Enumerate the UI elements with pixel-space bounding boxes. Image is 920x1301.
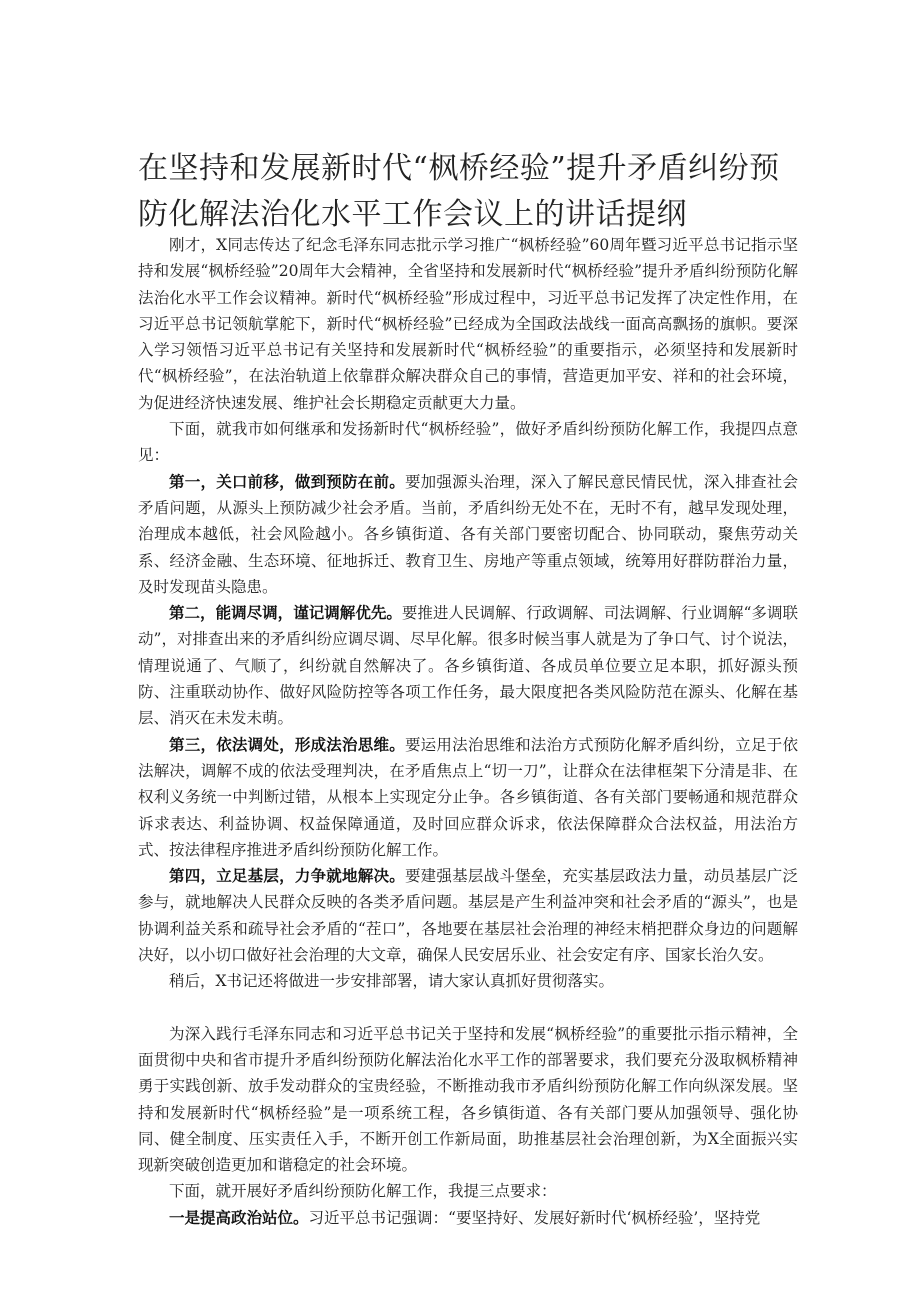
paragraph-lead: 第四，立足基层，力争就地解决。 — [169, 866, 405, 886]
paragraph-lead: 第二，能调尽调，谨记调解优先。 — [169, 603, 402, 623]
paragraph-point-one — [138, 469, 798, 600]
paragraph-text: 习近平总书记强调：“要坚持好、发展好新时代‘枫桥经验’，坚持党 — [308, 1208, 761, 1227]
paragraph-second-section-intro — [138, 1021, 798, 1179]
paragraph-text: 刚才，X同志传达了纪念毛泽东同志批示学习推广“枫桥经验”60周年暨习近平总书记指示坚持和发展“枫桥经验”20周年大会精神，全省坚持和发展新时代“枫桥经验”提升矛盾纠纷预防化解法治化水平工作会议精神。新时代“枫桥经验”形成过程中，习近平总书记发挥了决定性作用，在习近平总书记领航掌舵下，新时代“枫桥经验”已经成为全国政法战线一面高高飘扬的旗帜。要深入学习领悟习近平总书记有关坚持和发展新时代“枫桥经验”的重要指示，必须坚持和发展新时代“枫桥经验”，在法治轨道上依靠群众解决群众自己的事情，营造更加平安、祥和的社会环境，为促进经济快速发展、维护社会长期稳定贡献更大力量。 — [138, 236, 798, 412]
paragraph-text: 要建强基层战斗堡垒，充实基层政法力量，动员基层广泛参与，就地解决人民群众反映的各类矛盾问题。基层是产生利益冲突和社会矛盾的“源头”，也是协调利益关系和疏导社会矛盾的“茬口”，各地要在基层社会治理的神经末梢把群众身边的问题解决好，以小切口做好社会治理的大文章，确保人民安居乐业、社会安定有序、国家长治久安。 — [138, 867, 798, 965]
paragraph-text: 要运用法治思维和法治方式预防化解矛盾纠纷，立足于依法解决，调解不成的依法受理判决，在矛盾焦点上“切一刀”，让群众在法律框架下分清是非、在权利义务统一中判断过错，从根本上实现定分止争。各乡镇街道、各有关部门要畅通和规范群众诉求表达、利益协调、权益保障通道，及时回应群众诉求，依法保障群众合法权益，用法治方式、按法律程序推进矛盾纠纷预防化解工作。 — [138, 735, 798, 859]
paragraph-text: 稍后，X书记还将做进一步安排部署，请大家认真抓好贯彻落实。 — [169, 972, 615, 991]
paragraph-point-two — [138, 600, 798, 731]
document-body — [138, 232, 798, 1231]
paragraph-three-requirements-intro — [138, 1178, 798, 1204]
document-title: 在坚持和发展新时代“枫桥经验”提升矛盾纠纷预防化解法治化水平工作会议上的讲话提纲 — [138, 151, 780, 233]
paragraph-requirement-one — [138, 1205, 798, 1231]
paragraph-text: 要加强源头治理，深入了解民意民情民忧，深入排查社会矛盾问题，从源头上预防减少社会矛盾。当前，矛盾纠纷无处不在，无时不有，越早发现处理，治理成本越低，社会风险越小。各乡镇街道、各有关部门要密切配合、协同联动，聚焦劳动关系、经济金融、生态环境、征地拆迁、教育卫生、房地产等重点领域，统筹用好群防群治力量，及时发现苗头隐患。 — [138, 472, 798, 596]
paragraph-point-three — [138, 732, 798, 863]
paragraph-intro — [138, 232, 798, 416]
paragraph-lead: 第一，关口前移，做到预防在前。 — [169, 471, 405, 491]
paragraph-four-points-intro — [138, 416, 798, 469]
paragraph-text: 下面，就我市如何继承和发扬新时代“枫桥经验”，做好矛盾纠纷预防化解工作，我提四点意见： — [138, 420, 798, 465]
paragraph-text: 要推进人民调解、行政调解、司法调解、行业调解“多调联动”，对排查出来的矛盾纠纷应调尽调、尽早化解。很多时候当事人就是为了争口气、讨个说法，情理说通了、气顺了，纠纷就自然解决了。各乡镇街道、各成员单位要立足本职，抓好源头预防、注重联动协作、做好风险防控等各项工作任务，最大限度把各类风险防范在源头、化解在基层、消灭在未发未萌。 — [138, 604, 798, 728]
paragraph-text: 下面，就开展好矛盾纠纷预防化解工作，我提三点要求： — [169, 1182, 557, 1201]
paragraph-text: 为深入践行毛泽东同志和习近平总书记关于坚持和发展“枫桥经验”的重要批示指示精神，全面贯彻中央和省市提升矛盾纠纷预防化解法治化水平工作的部署要求，我们要充分汲取枫桥精神勇于实践创新、放手发动群众的宝贵经验，不断推动我市矛盾纠纷预防化解工作向纵深发展。坚持和发展新时代“枫桥经验”是一项系统工程，各乡镇街道、各有关部门要从加强领导、强化协同、健全制度、压实责任入手，不断开创工作新局面，助推基层社会治理创新，为X全面振兴实现新突破创造更加和谐稳定的社会环境。 — [138, 1024, 798, 1175]
paragraph-closing — [138, 968, 798, 994]
paragraph-point-four — [138, 863, 798, 968]
paragraph-lead: 第三，依法调处，形成法治思维。 — [169, 734, 405, 754]
paragraph-lead: 一是提高政治站位。 — [169, 1207, 309, 1227]
